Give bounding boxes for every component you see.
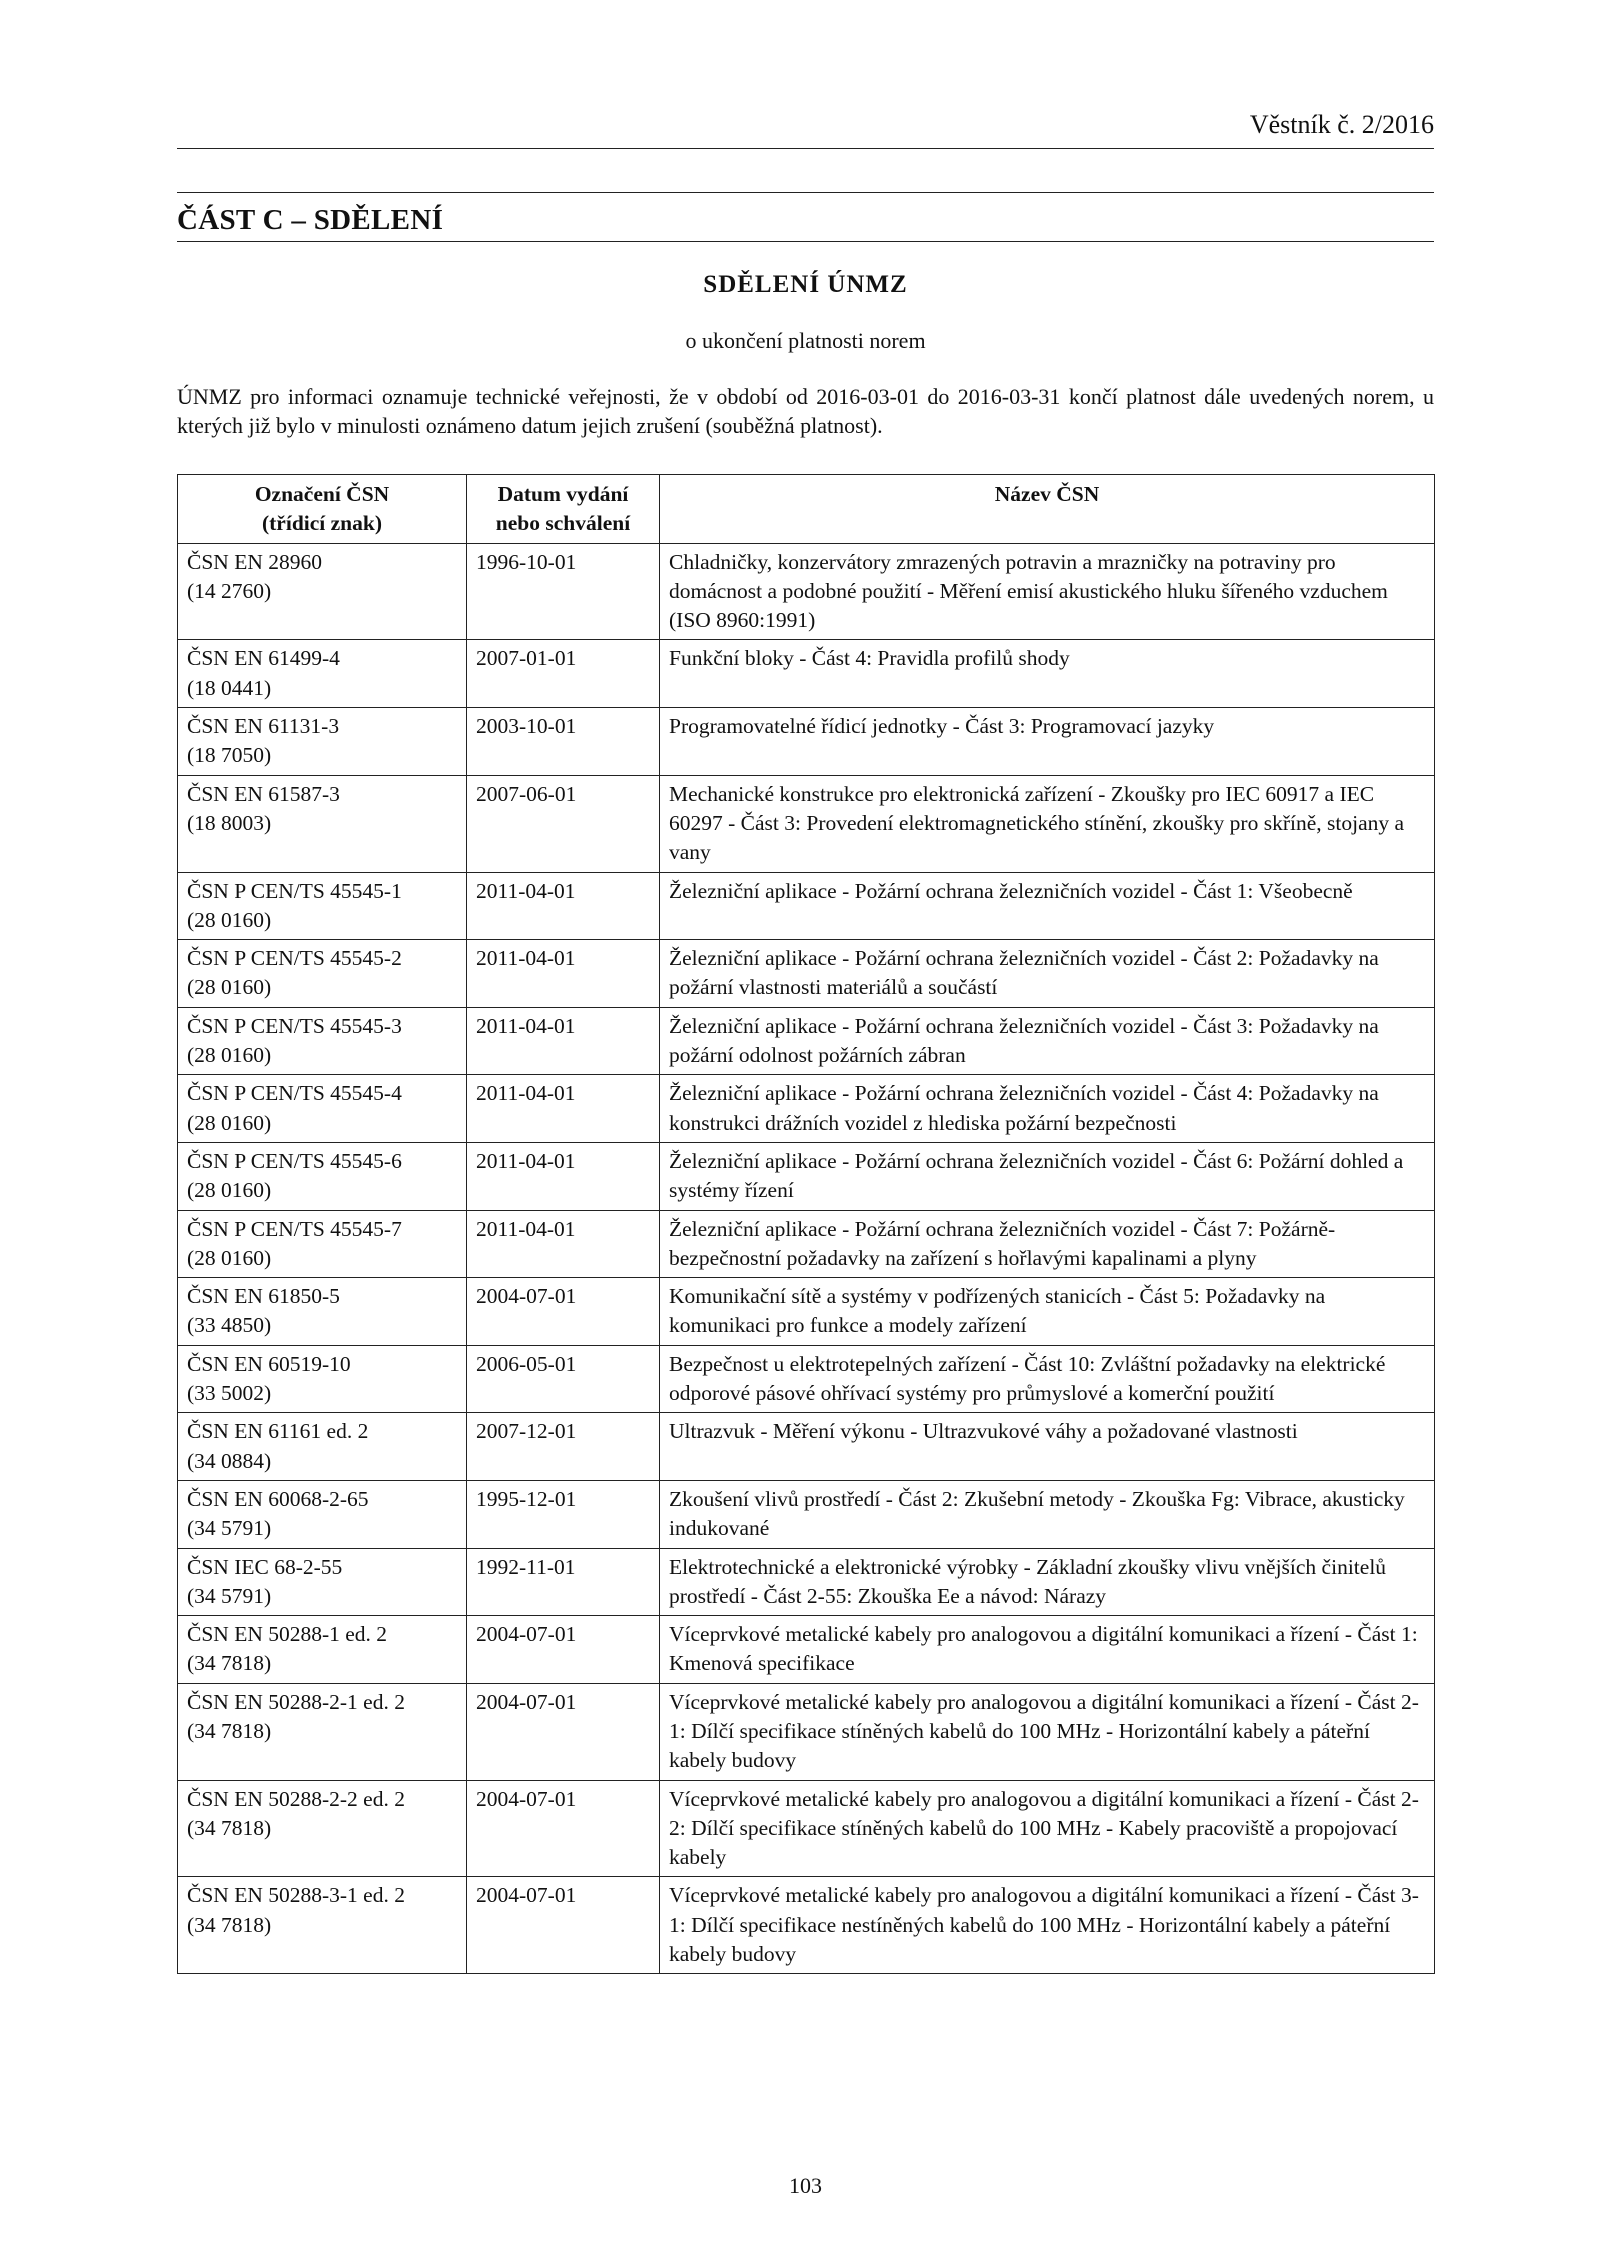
designation-cell (178, 1345, 467, 1413)
norm-code: ČSN EN 60068-2-65 (187, 1486, 369, 1511)
norm-date: 2011-04-01 (467, 940, 660, 1008)
designation-cell (178, 1683, 467, 1780)
norm-code: ČSN P CEN/TS 45545-3 (187, 1013, 402, 1038)
norm-class-code: (28 0160) (187, 1245, 272, 1270)
norm-code: ČSN P CEN/TS 45545-1 (187, 878, 402, 903)
norm-title: Víceprvkové metalické kabely pro analogovou a digitální komunikaci a řízení - Část 1: Kmenová specifikace (660, 1616, 1435, 1684)
norm-class-code: (14 2760) (187, 578, 272, 603)
norm-title: Víceprvkové metalické kabely pro analogovou a digitální komunikaci a řízení - Část 2-2: Dílčí specifikace stíněných kabelů do 100 MHz - Kabely pracoviště a propojovací kabely (660, 1780, 1435, 1877)
norm-class-code: (28 0160) (187, 1178, 272, 1203)
header-date (467, 475, 660, 544)
norm-code: ČSN IEC 68-2-55 (187, 1554, 343, 1579)
norm-date: 2007-06-01 (467, 775, 660, 872)
table-header-row (178, 475, 1435, 544)
table-row (178, 708, 1435, 776)
norm-class-code: (34 7818) (187, 1651, 272, 1676)
table-row (178, 1616, 1435, 1684)
norm-class-code: (34 7818) (187, 1912, 272, 1937)
norm-date: 1995-12-01 (467, 1480, 660, 1548)
norm-class-code: (18 7050) (187, 743, 272, 768)
designation-cell (178, 1780, 467, 1877)
norm-code: ČSN P CEN/TS 45545-6 (187, 1148, 402, 1173)
norm-code: ČSN EN 60519-10 (187, 1351, 351, 1376)
norm-title: Ultrazvuk - Měření výkonu - Ultrazvukové váhy a požadované vlastnosti (660, 1413, 1435, 1481)
norm-class-code: (34 7818) (187, 1815, 272, 1840)
norm-date: 2004-07-01 (467, 1877, 660, 1974)
section-title: ČÁST C – SDĚLENÍ (177, 204, 444, 236)
norm-title: Elektrotechnické a elektronické výrobky - Základní zkoušky vlivu vnějších činitelů prostředí - Část 2-55: Zkouška Ee a návod: Nárazy (660, 1548, 1435, 1616)
norm-code: ČSN EN 28960 (187, 549, 322, 574)
norm-title: Železniční aplikace - Požární ochrana železničních vozidel - Část 3: Požadavky na požární odolnost požárních zábran (660, 1007, 1435, 1075)
designation-cell (178, 708, 467, 776)
norm-title: Železniční aplikace - Požární ochrana železničních vozidel - Část 1: Všeobecně (660, 872, 1435, 940)
table-row (178, 940, 1435, 1008)
header-designation-line2: (třídicí znak) (261, 511, 383, 536)
table-row (178, 543, 1435, 640)
norm-class-code: (34 0884) (187, 1448, 272, 1473)
table-row (178, 1413, 1435, 1481)
norm-title: Železniční aplikace - Požární ochrana železničních vozidel - Část 6: Požární dohled a systémy řízení (660, 1142, 1435, 1210)
section-top-rule (177, 192, 1434, 193)
norm-title: Zkoušení vlivů prostředí - Část 2: Zkušební metody - Zkouška Fg: Vibrace, akusticky indukované (660, 1480, 1435, 1548)
page-number: 103 (789, 2173, 822, 2198)
header-title: Název ČSN (660, 475, 1435, 544)
table-row (178, 1142, 1435, 1210)
designation-cell (178, 1480, 467, 1548)
norm-date: 2007-01-01 (467, 640, 660, 708)
section-bottom-rule (177, 241, 1434, 242)
norm-code: ČSN EN 61499-4 (187, 646, 340, 671)
norm-title: Železniční aplikace - Požární ochrana železničních vozidel - Část 4: Požadavky na konstrukci drážních vozidel z hlediska požární bezpečnosti (660, 1075, 1435, 1143)
norm-date: 2011-04-01 (467, 1210, 660, 1278)
norm-date: 2006-05-01 (467, 1345, 660, 1413)
notice-intro: ÚNMZ pro informaci oznamuje technické veřejnosti, že v období od 2016-03-01 do 2016-03-31 končí platnost dále uvedených norem, u kterých již bylo v minulosti oznámeno datum jejich zrušení (souběžná platnost). (177, 384, 1434, 438)
table-row (178, 775, 1435, 872)
norm-class-code: (28 0160) (187, 1043, 272, 1068)
norm-date: 2004-07-01 (467, 1683, 660, 1780)
designation-cell (178, 1075, 467, 1143)
table-row (178, 872, 1435, 940)
norm-title: Víceprvkové metalické kabely pro analogovou a digitální komunikaci a řízení - Část 3-1: Dílčí specifikace nestíněných kabelů do 100 MHz - Horizontální kabely a páteřní kabely budovy (660, 1877, 1435, 1974)
norm-code: ČSN P CEN/TS 45545-7 (187, 1216, 402, 1241)
table-row (178, 1780, 1435, 1877)
table-body (178, 543, 1435, 1974)
designation-cell (178, 1210, 467, 1278)
norm-date: 2003-10-01 (467, 708, 660, 776)
table-row (178, 1548, 1435, 1616)
norm-date: 2011-04-01 (467, 1142, 660, 1210)
designation-cell (178, 640, 467, 708)
norm-title: Bezpečnost u elektrotepelných zařízení - Část 10: Zvláštní požadavky na elektrické odporové pásové ohřívací systémy pro průmyslové a komerční použití (660, 1345, 1435, 1413)
table-row (178, 1683, 1435, 1780)
designation-cell (178, 872, 467, 940)
table-row (178, 1278, 1435, 1346)
table-row (178, 1007, 1435, 1075)
running-head: Věstník č. 2/2016 (1249, 110, 1434, 139)
norm-date: 2004-07-01 (467, 1780, 660, 1877)
table-row (178, 1345, 1435, 1413)
norm-date: 1992-11-01 (467, 1548, 660, 1616)
norm-date: 2007-12-01 (467, 1413, 660, 1481)
header-date-line1: Datum vydání (497, 482, 629, 506)
norm-class-code: (28 0160) (187, 907, 272, 932)
norm-class-code: (34 7818) (187, 1718, 272, 1743)
table-row (178, 1075, 1435, 1143)
norm-date: 2011-04-01 (467, 1007, 660, 1075)
designation-cell (178, 940, 467, 1008)
norm-date: 1996-10-01 (467, 543, 660, 640)
norm-code: ČSN EN 50288-2-2 ed. 2 (187, 1786, 405, 1811)
designation-cell (178, 1007, 467, 1075)
norm-class-code: (18 0441) (187, 675, 272, 700)
norms-table (177, 474, 1435, 1974)
norm-title: Mechanické konstrukce pro elektronická zařízení - Zkoušky pro IEC 60917 a IEC 60297 - Část 3: Provedení elektromagnetického stínění, zkoušky pro skříně, stojany a vany (660, 775, 1435, 872)
norm-code: ČSN EN 50288-2-1 ed. 2 (187, 1689, 405, 1714)
header-designation-line1: Označení ČSN (254, 482, 390, 506)
norm-class-code: (33 5002) (187, 1381, 272, 1406)
norm-code: ČSN EN 61161 ed. 2 (187, 1419, 369, 1444)
designation-cell (178, 1278, 467, 1346)
designation-cell (178, 1877, 467, 1974)
norm-code: ČSN EN 61587-3 (187, 781, 340, 806)
table-row (178, 640, 1435, 708)
designation-cell (178, 1616, 467, 1684)
norm-class-code: (28 0160) (187, 1110, 272, 1135)
table-row (178, 1877, 1435, 1974)
designation-cell (178, 1548, 467, 1616)
norm-title: Programovatelné řídicí jednotky - Část 3: Programovací jazyky (660, 708, 1435, 776)
norm-class-code: (18 8003) (187, 810, 272, 835)
norm-code: ČSN P CEN/TS 45545-4 (187, 1081, 402, 1106)
norm-title: Víceprvkové metalické kabely pro analogovou a digitální komunikaci a řízení - Část 2-1: Dílčí specifikace stíněných kabelů do 100 MHz - Horizontální kabely a páteřní kabely budovy (660, 1683, 1435, 1780)
norm-code: ČSN EN 61850-5 (187, 1284, 340, 1309)
norm-date: 2004-07-01 (467, 1616, 660, 1684)
designation-cell (178, 543, 467, 640)
designation-cell (178, 775, 467, 872)
designation-cell (178, 1142, 467, 1210)
designation-cell (178, 1413, 467, 1481)
table-row (178, 1210, 1435, 1278)
norm-title: Komunikační sítě a systémy v podřízených stanicích - Část 5: Požadavky na komunikaci pro funkce a modely zařízení (660, 1278, 1435, 1346)
norm-code: ČSN EN 61131-3 (187, 714, 340, 739)
norm-class-code: (28 0160) (187, 975, 272, 1000)
norm-title: Železniční aplikace - Požární ochrana železničních vozidel - Část 2: Požadavky na požární vlastnosti materiálů a součástí (660, 940, 1435, 1008)
norm-title: Železniční aplikace - Požární ochrana železničních vozidel - Část 7: Požárně-bezpečnostní požadavky na zařízení s hořlavými kapalinami a plyny (660, 1210, 1435, 1278)
norm-class-code: (34 5791) (187, 1516, 272, 1541)
header-date-line2: nebo schválení (495, 511, 631, 536)
norm-code: ČSN P CEN/TS 45545-2 (187, 946, 402, 971)
norm-code: ČSN EN 50288-3-1 ed. 2 (187, 1883, 405, 1908)
norm-title: Chladničky, konzervátory zmrazených potravin a mrazničky na potraviny pro domácnost a podobné použití - Měření emisí akustického hluku šířeného vzduchem (ISO 8960:1991) (660, 543, 1435, 640)
norm-class-code: (34 5791) (187, 1583, 272, 1608)
header-rule (177, 148, 1434, 149)
header-designation (178, 475, 467, 544)
notice-subtitle: o ukončení platnosti norem (685, 328, 926, 353)
table-row (178, 1480, 1435, 1548)
norm-title: Funkční bloky - Část 4: Pravidla profilů shody (660, 640, 1435, 708)
norm-date: 2004-07-01 (467, 1278, 660, 1346)
norm-date: 2011-04-01 (467, 872, 660, 940)
norm-date: 2011-04-01 (467, 1075, 660, 1143)
norm-class-code: (33 4850) (187, 1313, 272, 1338)
norm-code: ČSN EN 50288-1 ed. 2 (187, 1622, 388, 1647)
notice-title: SDĚLENÍ ÚNMZ (703, 271, 908, 298)
